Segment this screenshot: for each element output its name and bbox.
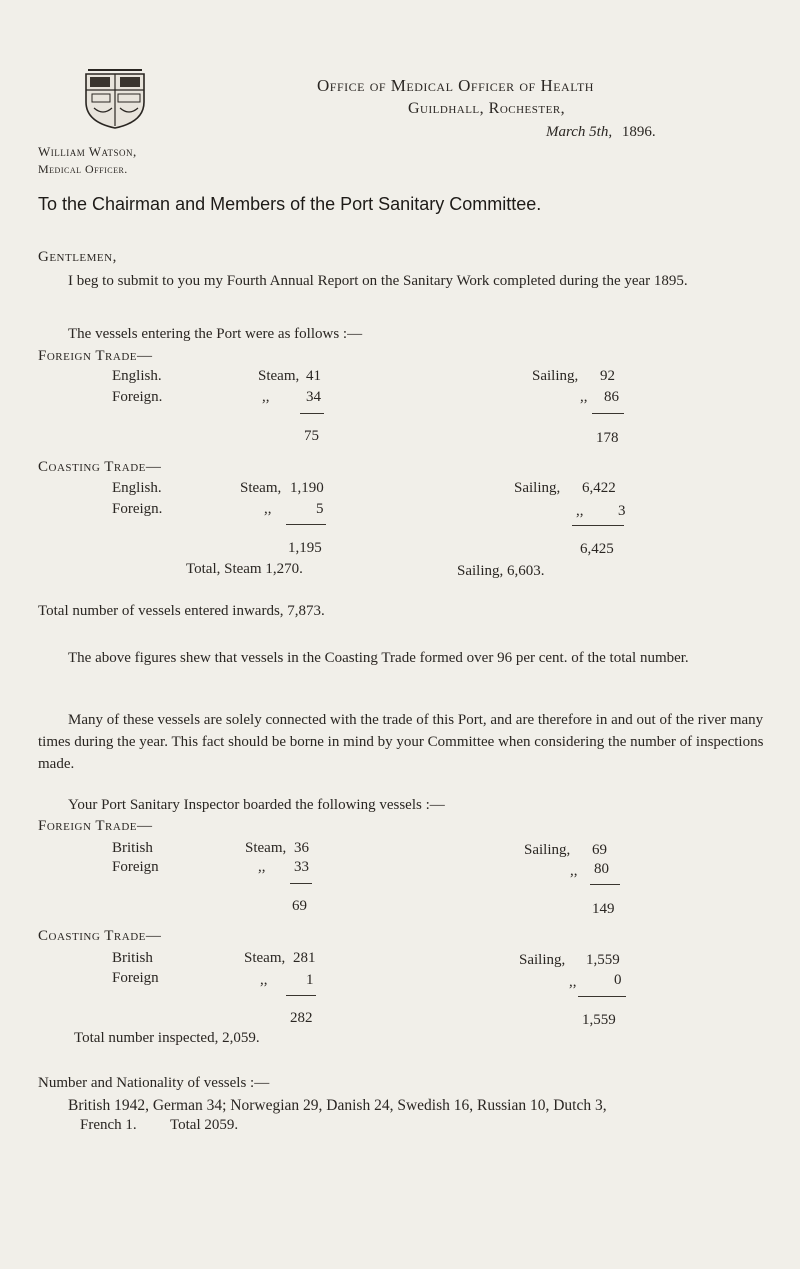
entered-foreign-row-sailing: 92	[600, 368, 615, 384]
nationality-line-1: British 1942, German 34; Norwegian 29, Danish 24, Swedish 16, Russian 10, Dutch 3,	[68, 1097, 607, 1114]
nationality-label: Number and Nationality of vessels :—	[38, 1075, 270, 1091]
total-inspected: Total number inspected, 2,059.	[74, 1030, 260, 1046]
entered-coasting-row-steam-label: Steam,	[240, 480, 282, 496]
boarded-foreign-sailing-rule	[590, 884, 620, 885]
salutation: Gentlemen,	[38, 249, 117, 265]
boarded-coasting-row-steam-label: Steam,	[244, 950, 286, 966]
entered-foreign-steam-total: 75	[304, 428, 319, 444]
boarded-foreign-steam-rule	[290, 883, 312, 884]
entered-foreign-row-steam: 34	[306, 389, 321, 405]
boarded-foreign-row-steam: 33	[294, 859, 309, 875]
date-year: 1896.	[621, 124, 656, 140]
entered-foreign-sailing-total: 178	[596, 430, 619, 446]
entered-foreign-row-sailing-label: ,,	[580, 389, 588, 405]
entered-foreign-row-steam-label: Steam,	[258, 368, 300, 384]
boarded-coasting-row-sailing: 1,559	[586, 952, 620, 968]
boarded-coasting-row-label: British	[112, 950, 153, 966]
entered-coasting-sailing-rule	[572, 525, 624, 526]
boarded-foreign-row-label: British	[112, 840, 153, 856]
boarded-coasting-row-sailing: 0	[614, 972, 622, 988]
vessels-trade-paragraph: Many of these vessels are solely connected with the trade of this Port, and are therefore in and out of the river many times during the year. This fact should be borne in mind by your Committee when considering the number of inspections made.	[38, 712, 764, 772]
entered-coasting-row-label: English.	[112, 480, 162, 496]
entered-foreign-steam-rule	[300, 413, 324, 414]
entered-coasting-row-steam: 1,190	[290, 480, 324, 496]
boarded-coasting-row-steam: 281	[293, 950, 316, 966]
letter-date	[546, 124, 656, 141]
boarded-foreign-row-sailing: 80	[594, 861, 609, 877]
entered-coasting-row-steam-label: ,,	[264, 501, 272, 517]
entered-coasting-row-steam: 5	[316, 501, 324, 517]
boarded-coasting-row-steam: 1	[306, 972, 314, 988]
boarded-coasting-row-sailing-label: Sailing,	[519, 952, 566, 968]
boarded-coasting-trade-label: Coasting Trade—	[38, 928, 162, 944]
entered-total-steam: Total, Steam 1,270.	[186, 561, 303, 577]
date-month-day: March 5th,	[546, 124, 613, 140]
boarded-foreign-row-sailing: 69	[592, 842, 607, 858]
boarded-foreign-sailing-total: 149	[592, 901, 615, 917]
entered-foreign-row-steam: 41	[306, 368, 321, 384]
intro-paragraph: I beg to submit to you my Fourth Annual Report on the Sanitary Work completed during the year 1895.	[68, 273, 688, 289]
entered-foreign-row-label: Foreign.	[112, 389, 163, 405]
entered-foreign-trade-label: Foreign Trade—	[38, 348, 153, 364]
officer-name: William Watson,	[38, 144, 137, 159]
entered-foreign-row-sailing-label: Sailing,	[532, 368, 579, 384]
boarded-foreign-trade-label: Foreign Trade—	[38, 818, 153, 834]
officer-role: Medical Officer.	[38, 162, 128, 176]
office-line: Office of Medical Officer of Health	[317, 76, 594, 95]
entered-coasting-row-sailing-label: Sailing,	[514, 480, 561, 496]
entered-coasting-trade-label: Coasting Trade—	[38, 459, 162, 475]
boarded-intro: Your Port Sanitary Inspector boarded the following vessels :—	[68, 797, 445, 813]
entered-foreign-row-label: English.	[112, 368, 162, 384]
entered-total-sailing: Sailing, 6,603.	[457, 563, 545, 579]
boarded-coasting-row-sailing-label: ,,	[569, 974, 577, 990]
nationality-total: Total 2059.	[170, 1117, 239, 1133]
entered-coasting-row-sailing-label: ,,	[576, 503, 584, 519]
boarded-coasting-sailing-total: 1,559	[582, 1012, 616, 1028]
boarded-coasting-steam-rule	[286, 995, 316, 996]
entering-intro: The vessels entering the Port were as follows :—	[68, 326, 363, 342]
entered-coasting-row-sailing: 6,422	[582, 480, 616, 496]
boarded-coasting-row-label: Foreign	[112, 970, 159, 986]
boarded-foreign-row-steam-label: ,,	[258, 859, 266, 875]
boarded-coasting-sailing-rule	[578, 996, 626, 997]
letter-title: To the Chairman and Members of the Port Sanitary Committee.	[38, 194, 542, 214]
coat-of-arms-crest	[82, 68, 148, 130]
entered-coasting-row-label: Foreign.	[112, 501, 163, 517]
entered-foreign-row-sailing: 86	[604, 389, 619, 405]
boarded-coasting-row-steam-label: ,,	[260, 972, 268, 988]
nationality-line-2: French 1.	[80, 1117, 137, 1133]
address-line: Guildhall, Rochester,	[408, 100, 566, 117]
entered-coasting-row-sailing: 3	[618, 503, 626, 519]
boarded-foreign-row-sailing-label: ,,	[570, 863, 578, 879]
boarded-foreign-row-steam-label: Steam,	[245, 840, 287, 856]
entered-coasting-sailing-total: 6,425	[580, 541, 614, 557]
entered-foreign-sailing-rule	[592, 413, 624, 414]
entered-coasting-steam-total: 1,195	[288, 540, 322, 556]
coasting-percentage-paragraph: The above figures shew that vessels in the Coasting Trade formed over 96 per cent. of the total number.	[68, 650, 689, 666]
total-entered-inwards: Total number of vessels entered inwards, 7,873.	[38, 603, 325, 619]
boarded-foreign-steam-total: 69	[292, 898, 307, 914]
entered-foreign-row-steam-label: ,,	[262, 389, 270, 405]
entered-coasting-steam-rule	[286, 524, 326, 525]
boarded-foreign-row-sailing-label: Sailing,	[524, 842, 571, 858]
boarded-foreign-row-steam: 36	[294, 840, 309, 856]
boarded-coasting-steam-total: 282	[290, 1010, 313, 1026]
boarded-foreign-row-label: Foreign	[112, 859, 159, 875]
